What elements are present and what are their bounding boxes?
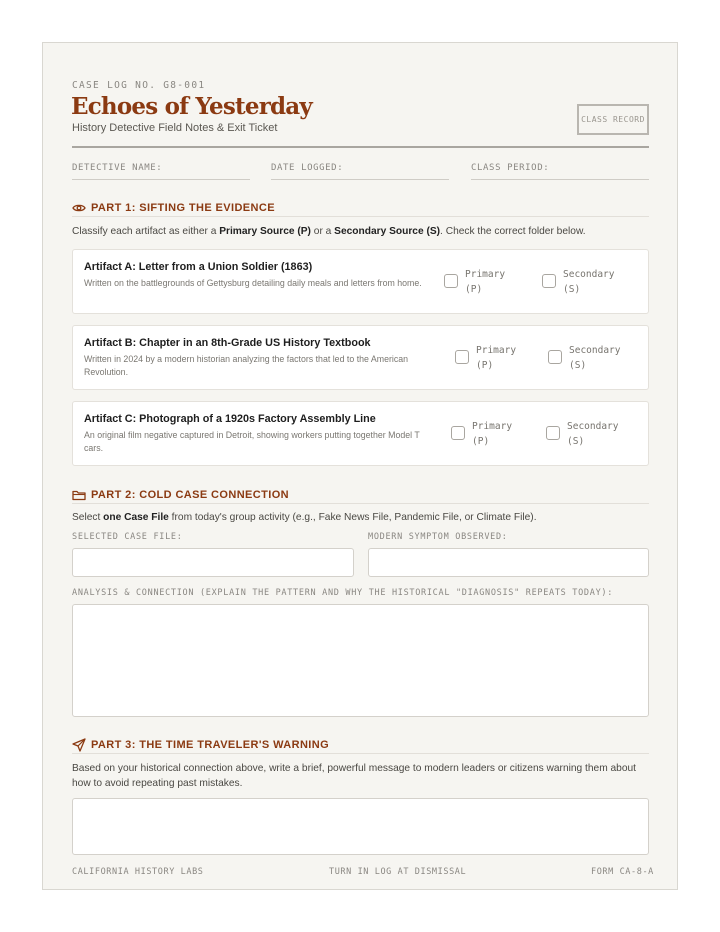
case-log-number: CASE LOG NO. G8-001 <box>72 80 206 91</box>
footer-instruction: TURN IN LOG AT DISMISSAL <box>329 867 467 877</box>
warning-message-textarea[interactable] <box>72 798 649 855</box>
symptom-label: MODERN SYMPTOM OBSERVED: <box>368 532 508 542</box>
artifact-description: Written in 2024 by a modern historian analyzing the factors that led to the American Revolution. <box>84 354 409 377</box>
secondary-checkbox[interactable] <box>546 426 560 440</box>
primary-checkbox[interactable] <box>444 274 458 288</box>
secondary-option-b[interactable] <box>548 343 629 373</box>
secondary-option-c[interactable] <box>546 419 627 449</box>
part3-title: PART 3: THE TIME TRAVELER'S WARNING <box>91 738 330 751</box>
primary-label: Primary (P) <box>472 421 513 447</box>
primary-option-c[interactable] <box>451 419 518 449</box>
part2-heading <box>72 486 649 504</box>
part2-title: PART 2: COLD CASE CONNECTION <box>91 488 290 501</box>
eye-icon <box>72 201 86 215</box>
analysis-textarea[interactable] <box>72 604 649 717</box>
secondary-label: Secondary (S) <box>563 269 615 295</box>
part3-instructions: Based on your historical connection above, write a brief, powerful message to modern leaders or citizens warning them about how to avoid repeating past mistakes. <box>72 763 637 789</box>
artifact-title: Artifact B: Chapter in an 8th-Grade US History Textbook <box>84 337 371 349</box>
primary-option-b[interactable] <box>455 343 522 373</box>
part2-instructions: Select one Case File from today's group activity (e.g., Fake News File, Pandemic File, or Climate File). <box>72 512 537 523</box>
part1-instructions: Classify each artifact as either a Primary Source (P) or a Secondary Source (S). Check the correct folder below. <box>72 226 586 237</box>
artifact-card-a <box>72 249 649 314</box>
footer-publisher: CALIFORNIA HISTORY LABS <box>72 867 204 877</box>
part1-heading <box>72 199 649 217</box>
secondary-checkbox[interactable] <box>548 350 562 364</box>
part3-heading <box>72 736 649 754</box>
primary-option-a[interactable] <box>444 267 511 297</box>
detective-info-row <box>72 163 649 183</box>
part1-title: PART 1: SIFTING THE EVIDENCE <box>91 201 275 214</box>
case-file-input[interactable] <box>72 548 354 577</box>
artifact-title: Artifact C: Photograph of a 1920s Factory Assembly Line <box>84 413 376 425</box>
worksheet-sheet <box>42 42 678 890</box>
class-record-stamp: CLASS RECORD <box>577 104 649 135</box>
artifact-description: Written on the battlegrounds of Gettysburg detailing daily meals and letters from home. <box>84 278 422 288</box>
secondary-label: Secondary (S) <box>569 345 621 371</box>
class-period-field[interactable]: CLASS PERIOD: <box>471 163 649 180</box>
primary-label: Primary (P) <box>465 269 506 295</box>
symptom-input[interactable] <box>368 548 649 577</box>
send-icon <box>72 738 86 752</box>
case-file-label: SELECTED CASE FILE: <box>72 532 183 542</box>
artifact-card-c <box>72 401 649 466</box>
artifact-card-b <box>72 325 649 390</box>
footer-form-id: FORM CA-8-A <box>591 867 654 877</box>
secondary-option-a[interactable] <box>542 267 623 297</box>
secondary-label: Secondary (S) <box>567 421 619 447</box>
artifact-title: Artifact A: Letter from a Union Soldier (1863) <box>84 261 313 273</box>
page-subtitle: History Detective Field Notes & Exit Ticket <box>72 122 278 134</box>
primary-checkbox[interactable] <box>451 426 465 440</box>
header-divider <box>72 146 649 148</box>
date-logged-field[interactable]: DATE LOGGED: <box>271 163 449 180</box>
detective-name-field[interactable]: DETECTIVE NAME: <box>72 163 250 180</box>
analysis-label: ANALYSIS & CONNECTION (EXPLAIN THE PATTERN AND WHY THE HISTORICAL "DIAGNOSIS" REPEATS TODAY): <box>72 588 614 598</box>
artifact-description: An original film negative captured in Detroit, showing workers putting together Model T cars. <box>84 430 420 453</box>
secondary-checkbox[interactable] <box>542 274 556 288</box>
folder-icon <box>72 488 86 502</box>
primary-checkbox[interactable] <box>455 350 469 364</box>
primary-label: Primary (P) <box>476 345 517 371</box>
page-title: Echoes of Yesterday <box>71 93 312 120</box>
